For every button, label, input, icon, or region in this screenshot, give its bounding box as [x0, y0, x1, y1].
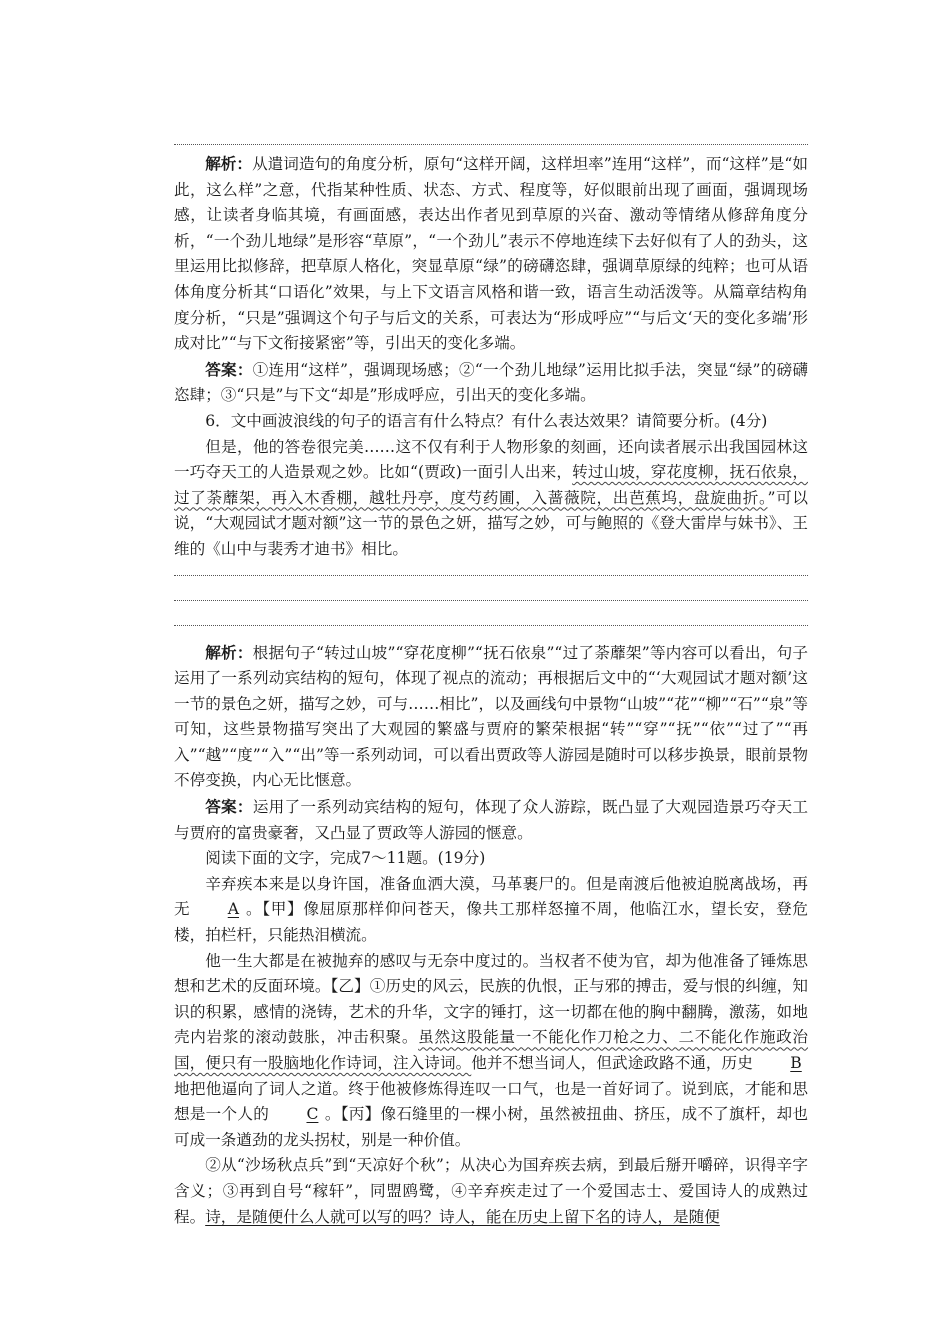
answer-text: 运用了一系列动宾结构的短句，体现了众人游踪，既凸显了大观园造景巧夺天工与贾府的富贵豪奢，又凸显了贾政等人游园的惬意。 [174, 798, 808, 842]
reading-paragraph-2 [174, 949, 808, 1154]
dotted-answer-line [174, 144, 808, 145]
paragraph-text: 他一生大都是在被抛弃的感叹与无奈中度过的。当权者不使为官，却为他准备了锤炼思想和艺术的反面环境。【乙】①历史的风云，民族的仇恨，正与邪的搏击，爱与恨的纠缠，知识的积累，感情的浇铸，艺术的升华，文字的锤打，这一切都在他的胸中翻腾，激荡，如地壳内岩浆的滚动鼓胀，冲击积聚。 [174, 951, 808, 1047]
answer-text: ①连用“这样”，强调现场感；②“一个劲儿地绿”运用比拟手法，突显“绿”的磅礴恣肆；③“只是”与下文“却是”形成呼应，引出天的变化多端。 [174, 360, 808, 405]
reading-paragraph-3 [174, 1153, 808, 1230]
analysis-text: 从遣词造句的角度分析，原句“这样开阔，这样坦率”连用“这样”，而“这样”是“如此，这么样”之意，代指某种性质、状态、方式、程度等，好似眼前出现了画面，强调现场感，让读者身临其境，有画面感，表达出作者见到草原的兴奋、激动等情绪从修辞角度分析，“一个劲儿地绿”是形容“草原”，“一个劲儿”表示不停地连续下去好似有了人的劲头，这里运用比拟修辞，把草原人格化，突显草原“绿”的磅礴恣肆，强调草原绿的纯粹；也可从语体角度分析其“口语化”效果，与上下文语言风格和谐一致，语言生动活泼等。从篇章结构角度分析，“只是”强调这个句子与后文的关系，可表达为“形成呼应”“与后文‘天的变化多端’形成对比”“与下文衔接紧密”等，引出天的变化多端。 [174, 155, 808, 353]
q5-answer [174, 357, 808, 409]
analysis-label: 解析： [205, 154, 253, 173]
reading-intro: 阅读下面的文字，完成7～11题。(19分) [205, 849, 486, 868]
passage-text: 但是，他的答卷很完美……这不仅有利于人物形象的刻画，还向读者展示出我国园林这一巧夺天工的人造景观之妙。比如“(贾政)一面引人出来， [174, 437, 808, 482]
q6-question: 6．文中画波浪线的句子的语言有什么特点？有什么表达效果？请简要分析。(4分) [205, 411, 768, 430]
answer-lines [174, 575, 808, 626]
dotted-answer-line [174, 625, 808, 626]
analysis-text: 根据句子“转过山坡”“穿花度柳”“抚石依泉”“过了荼蘼架”等内容可以看出，句子运用了一系列动宾结构的短句，体现了视点的流动；再根据后文中的“‘大观园试才题对额’这一节的景色之妍，描写之妙，可与……相比”，以及画线句中景物“山坡”“花”“柳”“石”“泉”等可知，这些景物描写突出了大观园的繁盛与贾府的繁荣根据“转”“穿”“抚”“依”“过了”“再入”“越”“度”“入”“出”等一系列动词，可以看出贾政等人游园是随时可以移步换景，眼前景物不停变换，内心无比惬意。 [174, 643, 808, 790]
answer-label: 答案： [205, 359, 253, 379]
underlined-sentence: 诗，是随便什么人就可以写的吗？诗人，能在历史上留下名的诗人，是随便 [205, 1207, 720, 1226]
analysis-label: 解析： [205, 642, 253, 662]
reading-paragraph-1 [174, 872, 808, 949]
paragraph-text: 辛弃疾本来是以身许国，准备血洒大漠，马革裹尸的。但是南渡后他被迫脱离战场，再无 [174, 874, 808, 919]
q6-answer [174, 794, 808, 846]
page-content [174, 138, 808, 1230]
q5-analysis [174, 151, 808, 357]
paragraph-text: 。【丙】像石缝里的一棵小树，虽然被扭曲、挤压，成不了旗杆，却也可成一条遒劲的龙头拐杖，别是一种价值。 [174, 1105, 808, 1149]
dotted-answer-line [174, 575, 808, 576]
q6-analysis [174, 640, 808, 795]
paragraph-text: 他并不想当词人，但武途政路不通，历史 [471, 1054, 753, 1072]
wavy-underlined-sentence: 虽然这股能量一不能化作刀枪之力、二不能化作施政治国，便只有一股脑地化作诗词，注入诗词。 [174, 1028, 808, 1072]
paragraph-text: ②从“沙场秋点兵”到“天凉好个秋”；从决心为国弃疾去病，到最后掰开嚼碎，识得辛字含义；③再到自号“稼轩”，同盟鸥鹭，④辛弃疾走过了一个爱国志士、爱国诗人的成熟过程。 [174, 1156, 808, 1226]
answer-label: 答案： [205, 797, 253, 817]
blank-b: B [790, 1054, 802, 1072]
blank-c: C [306, 1105, 319, 1124]
wavy-underlined-sentence: 转过山坡，穿花度柳，抚石依泉，过了荼蘼架，再入木香棚，越牡丹亭，度芍药圃，入蔷薇院，出芭蕉坞，盘旋曲折。 [174, 463, 808, 507]
passage-text: ”可以说，“大观园试才题对额”这一节的景色之妍，描写之妙，可与鲍照的《登大雷岸与妹书》、王维的《山中与裴秀才迪书》相比。 [174, 488, 808, 558]
paragraph-text: 。【甲】像屈原那样仰问苍天，像共工那样怒撞不周，他临江水，望长安，登危楼，拍栏杆，只能热泪横流。 [174, 900, 808, 945]
q6-passage [174, 435, 808, 563]
blank-a: A [227, 900, 239, 919]
paragraph-text: 地把他逼向了词人之道。终于他被修炼得连叹一口气，也是一首好词了。说到底，才能和思想是一个人的 [174, 1079, 808, 1124]
dotted-answer-line [174, 600, 808, 601]
